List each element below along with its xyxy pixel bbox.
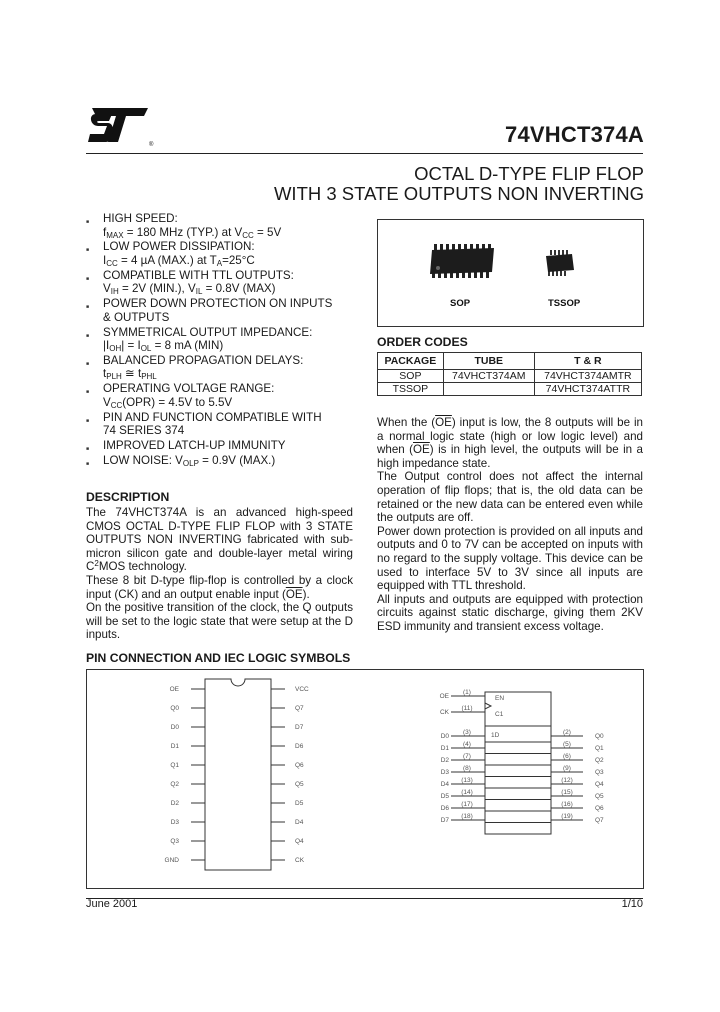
feature-item — [86, 382, 361, 409]
part-number: 74VHCT374A — [505, 122, 644, 147]
feature-line2: $|I_{OH}| = I_{OL} = 8$ mA (MIN) — [103, 339, 224, 354]
iec-ctrl-label: C1 — [495, 711, 504, 718]
iec-input-number: (8) — [463, 765, 471, 772]
bullet-icon: ■ — [86, 332, 90, 339]
feature-line1: OPERATING VOLTAGE RANGE: — [103, 382, 275, 396]
feature-line1: LOW POWER DISSIPATION: — [103, 240, 255, 254]
order-cell: SOP — [378, 370, 444, 383]
iec-input-number: (4) — [463, 741, 471, 748]
iec-output-number: (5) — [563, 741, 571, 748]
right-p3: Power down protection is provided on all inputs and outputs and 0 to 7V can be accepted on inputs with no regard to the supply voltage. This device can be used to interface 5V to 3V since all inputs are equipped with TTL threshold. — [377, 524, 643, 593]
feature-line1: HIGH SPEED: — [103, 212, 178, 225]
clock-edge-icon — [485, 703, 491, 709]
iec-input-number: (18) — [461, 813, 473, 820]
feature-line2: 74 SERIES 374 — [103, 424, 185, 438]
feature-line2: $I_{CC} = 4$ µA (MAX.) at $T_A=25^\circ C$ — [103, 253, 255, 268]
iec-output-label: Q2 — [595, 757, 604, 764]
right-p1: When the $(\overline{OE})$ input is low, the 8 outputs will be in a normal logic state (high or low logic level) and when $(\overline{OE})$ is in high level, the outputs will be in a high impedance state. — [377, 416, 643, 470]
iec-input-label: D2 — [440, 757, 449, 764]
iec-output-number: (9) — [563, 765, 571, 772]
description-p2: These 8 bit D-type flip-flop is controlled by a clock input (CK) and an output enable input $(\overline{OE})$. — [86, 573, 353, 601]
iec-input-label: D7 — [440, 817, 449, 824]
left-pin-label: GND — [164, 857, 179, 864]
feature-item — [86, 240, 361, 267]
left-pin-label: D1 — [170, 743, 179, 750]
package-illustrations — [378, 220, 643, 326]
right-pin-label: Q4 — [295, 838, 304, 845]
pin-diagram-box — [86, 669, 644, 889]
iec-input-label: CK — [439, 709, 449, 716]
iec-output-number: (6) — [563, 753, 571, 760]
feature-line1: LOW NOISE: V — [103, 453, 183, 467]
order-row — [378, 383, 642, 396]
left-pin-label: OE — [169, 686, 179, 693]
feature-item — [86, 269, 361, 296]
feature-item — [86, 297, 361, 324]
right-pin-label: CK — [295, 857, 305, 864]
description-p3: On the positive transition of the clock, the Q outputs will be set to the logic state that were setup at the D inputs. — [86, 601, 353, 642]
right-description — [377, 416, 643, 634]
iec-output-label: Q4 — [595, 781, 604, 788]
bullet-icon: ■ — [86, 446, 90, 452]
order-codes-table — [377, 352, 642, 396]
pin-and-logic-diagram — [87, 670, 643, 888]
order-cell: 74VHCT374AM — [443, 370, 534, 383]
sop-package-image — [430, 244, 494, 278]
right-pin-label: Q5 — [295, 781, 304, 788]
iec-output-number: (16) — [561, 801, 573, 808]
feature-line2: $f_{MAX} = 180$ MHz (TYP.) at $V_{CC} = 5V$ — [103, 225, 282, 240]
iec-input-number: (17) — [461, 801, 473, 808]
right-pin-label: VCC — [295, 686, 309, 693]
bullet-icon: ■ — [86, 360, 90, 367]
order-cell: 74VHCT374AMTR — [534, 370, 641, 383]
feature-item — [86, 454, 361, 468]
feature-subscript: OLP — [182, 458, 199, 468]
iec-output-number: (15) — [561, 789, 573, 796]
header-divider — [86, 153, 643, 154]
subtitle-line2: WITH 3 STATE OUTPUTS NON INVERTING — [273, 183, 644, 204]
tssop-package-image — [546, 250, 574, 276]
iec-input-number: (11) — [461, 705, 473, 712]
iec-output-number: (19) — [561, 813, 573, 820]
subtitle-line1: OCTAL D-TYPE FLIP FLOP — [414, 163, 644, 184]
feature-item — [86, 439, 361, 453]
iec-input-number: (1) — [463, 689, 471, 696]
order-codes-header-row — [378, 353, 642, 370]
feature-line2: $t_{PLH}$ ≅ $t_{PHL}$ — [103, 367, 157, 382]
right-p2: The Output control does not affect the internal operation of flip flops; that is, the old data can be retained or the new data can be entered even while the outputs are off. — [377, 470, 643, 525]
sop-label: SOP — [450, 298, 471, 309]
iec-output-label: Q0 — [595, 733, 604, 740]
iec-input-number: (3) — [463, 729, 471, 736]
footer-divider — [86, 898, 643, 899]
iec-output-label: Q5 — [595, 793, 604, 800]
right-pin-label: D6 — [295, 743, 304, 750]
iec-input-label: D3 — [440, 769, 449, 776]
iec-output-number: (2) — [563, 729, 571, 736]
iec-input-number: (13) — [461, 777, 473, 784]
right-pin-label: D7 — [295, 724, 304, 731]
iec-input-number: (14) — [461, 789, 473, 796]
feature-line1: PIN AND FUNCTION COMPATIBLE WITH — [103, 410, 322, 424]
st-logo — [86, 104, 156, 150]
order-codes-title: ORDER CODES — [377, 335, 468, 349]
bullet-icon: ■ — [86, 275, 90, 282]
iec-output-number: (12) — [561, 777, 573, 784]
right-pin-label: Q7 — [295, 705, 304, 712]
footer-date: June 2001 — [86, 898, 138, 910]
left-pin-label: Q1 — [170, 762, 179, 769]
iec-ctrl-label: EN — [495, 695, 505, 702]
feature-line1: SYMMETRICAL OUTPUT IMPEDANCE: — [103, 325, 313, 339]
bullet-icon: ■ — [86, 417, 90, 424]
order-header-cell: TUBE — [443, 353, 534, 370]
left-pin-label: Q0 — [170, 705, 179, 712]
iec-output-label: Q7 — [595, 817, 604, 824]
feature-line2: $V_{CC}(OPR) = 4.5V$ to 5.5V — [103, 395, 233, 410]
iec-input-label: OE — [439, 693, 449, 700]
order-cell: TSSOP — [378, 383, 444, 396]
feature-item — [86, 326, 361, 353]
description-body — [86, 506, 353, 642]
feature-item — [86, 212, 361, 239]
left-pin-label: D3 — [170, 819, 179, 826]
iec-output-label: Q3 — [595, 769, 604, 776]
iec-output-label: Q1 — [595, 745, 604, 752]
feature-line2: & OUTPUTS — [103, 310, 170, 324]
tssop-label: TSSOP — [548, 298, 581, 309]
order-cell: 74VHCT374ATTR — [534, 383, 641, 396]
package-box — [377, 219, 644, 327]
bullet-icon: ■ — [86, 460, 90, 467]
iec-input-label: D5 — [440, 793, 449, 800]
bullet-icon: ■ — [86, 389, 90, 396]
iec-input-label: D4 — [440, 781, 449, 788]
left-pin-label: Q3 — [170, 838, 179, 845]
iec-input-label: D6 — [440, 805, 449, 812]
feature-line1-tail: = 0.9V (MAX.) — [198, 453, 276, 467]
feature-line1: POWER DOWN PROTECTION ON INPUTS — [103, 297, 333, 311]
left-pin-label: D2 — [170, 800, 179, 807]
right-pin-label: Q6 — [295, 762, 304, 769]
right-p4: All inputs and outputs are equipped with protection circuits against static discharge, giving them 2KV ESD immunity and transient excess voltage. — [377, 592, 643, 633]
left-pin-label: Q2 — [170, 781, 179, 788]
pin-section-title: PIN CONNECTION AND IEC LOGIC SYMBOLS — [86, 651, 351, 665]
feature-item — [86, 354, 361, 381]
iec-input-number: (7) — [463, 753, 471, 760]
feature-item — [86, 411, 361, 438]
bullet-icon: ■ — [86, 247, 90, 254]
left-pin-label: D0 — [170, 724, 179, 731]
iec-ctrl-label: 1D — [491, 732, 500, 739]
dip-package-outline — [205, 679, 271, 870]
bullet-icon: ■ — [86, 304, 90, 311]
right-pin-label: D5 — [295, 800, 304, 807]
svg-text:®: ® — [149, 142, 154, 148]
order-header-cell: PACKAGE — [378, 353, 444, 370]
footer-page: 1/10 — [621, 898, 643, 910]
description-p1: The 74VHCT374A is an advanced high-speed CMOS OCTAL D-TYPE FLIP FLOP with 3 STATE OUTPUTS NON INVERTING fabricated with sub-micron silicon gate and double-layer metal wiring $C^2MOS$ technology. — [86, 506, 353, 574]
iec-input-label: D1 — [440, 745, 449, 752]
order-cell — [443, 383, 534, 396]
feature-line1: IMPROVED LATCH-UP IMMUNITY — [103, 439, 286, 452]
iec-output-label: Q6 — [595, 805, 604, 812]
description-title: DESCRIPTION — [86, 490, 170, 504]
feature-line2: $V_{IH} = 2V$ (MIN.), $V_{IL} = 0.8V$ (MAX) — [103, 282, 276, 297]
feature-line1: BALANCED PROPAGATION DELAYS: — [103, 353, 304, 367]
order-row — [378, 370, 642, 383]
right-pin-label: D4 — [295, 819, 304, 826]
bullet-icon: ■ — [86, 219, 90, 225]
feature-line1: COMPATIBLE WITH TTL OUTPUTS: — [103, 268, 294, 282]
iec-input-label: D0 — [440, 733, 449, 740]
order-header-cell: T & R — [534, 353, 641, 370]
feature-list — [86, 212, 361, 469]
